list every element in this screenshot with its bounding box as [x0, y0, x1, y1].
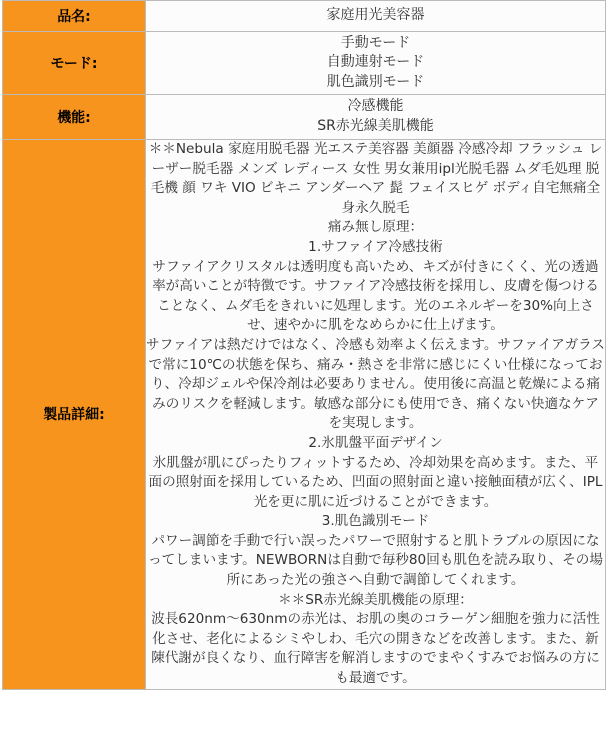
value-details	[146, 140, 606, 690]
product-spec-table	[2, 0, 606, 690]
label-function: 機能:	[3, 95, 146, 140]
detail-paragraph: 氷肌盤が肌にぴったりフィットするため、冷却効果を高めます。また、平面の照射面を採用しているため、凹面の照射面と違い接触面積が広く、IPL光を更に肌に近づけることができます。	[148, 454, 603, 510]
row-product-name	[3, 1, 606, 32]
mode-item: 肌色識別モード	[326, 73, 425, 90]
label-details: 製品詳細:	[3, 140, 146, 690]
detail-paragraph: サファイアは熱だけではなく、冷感も効率よく伝えます。サファイアガラスで常に10℃の状態を保ち、痛み・熱さを非常に感じにくい仕様になっており、冷却ジェルや保冷剤は必要ありません。使用後に高温と乾燥による痛みのリスクを軽減します。敏感な部分にも使用でき、痛くない快適なケアを実現します。	[146, 336, 605, 432]
detail-paragraph: 波長620nm～630nmの赤光は、お肌の奥のコラーゲン細胞を強力に活性化させ、老化によるシミやしわ、毛穴の開きなどを改善します。また、新陳代謝が良くなり、血行障害を解消しますのでまやくすみでお悩みの方にも最適です。	[151, 611, 600, 687]
detail-paragraph: パワー調節を手動で行い誤ったパワーで照射すると肌トラブルの原因になってしまいます。NEWBORNは自動で毎秒80回も肌色を読み取り、その場所にあった光の強さへ自動で調節してくれます。	[148, 532, 603, 589]
value-product-name: 家庭用光美容器	[146, 1, 606, 32]
row-details	[3, 140, 606, 690]
function-item: SR赤光線美肌機能	[317, 118, 434, 134]
detail-paragraph: 3.肌色識別モード	[321, 513, 430, 530]
row-function	[3, 95, 606, 140]
mode-item: 手動モード	[340, 34, 411, 51]
value-mode	[146, 32, 606, 95]
label-mode: モード:	[3, 32, 146, 95]
value-function	[146, 95, 606, 140]
row-mode	[3, 32, 606, 95]
detail-paragraph: 1.サファイア冷感技術	[308, 238, 443, 255]
detail-paragraph: サファイアクリスタルは透明度も高いため、キズが付きにくく、光の透過率が高いことが特徴です。サファイア冷感技術を採用し、皮膚を傷つけることなく、ムダ毛をきれいに処理します。光のエネルギーを30%向上させ、速やかに肌をなめらかに仕上げます。	[152, 258, 599, 334]
detail-paragraph: 痛み無し原理：	[327, 219, 424, 236]
mode-item: 自動連射モード	[326, 54, 425, 71]
detail-paragraph: ＊＊SR赤光線美肌機能の原理：	[278, 591, 473, 608]
detail-paragraph: 2.氷肌盤平面デザイン	[308, 434, 443, 451]
label-product-name: 品名:	[3, 1, 146, 32]
function-item: 冷感機能	[347, 98, 404, 115]
detail-paragraph: ＊＊Nebula 家庭用脱毛器 光エステ美容器 美顔器 冷感冷却 フラッシュ レーザー脱毛器 メンズ レディース 女性 男女兼用ipl光脱毛器 ムダ毛処理 脱毛機 顔 ワキ VIO ビキニ アンダーヘア 髭 フェイスヒゲ ボディ自宅無痛全身永久脱毛	[148, 141, 603, 216]
